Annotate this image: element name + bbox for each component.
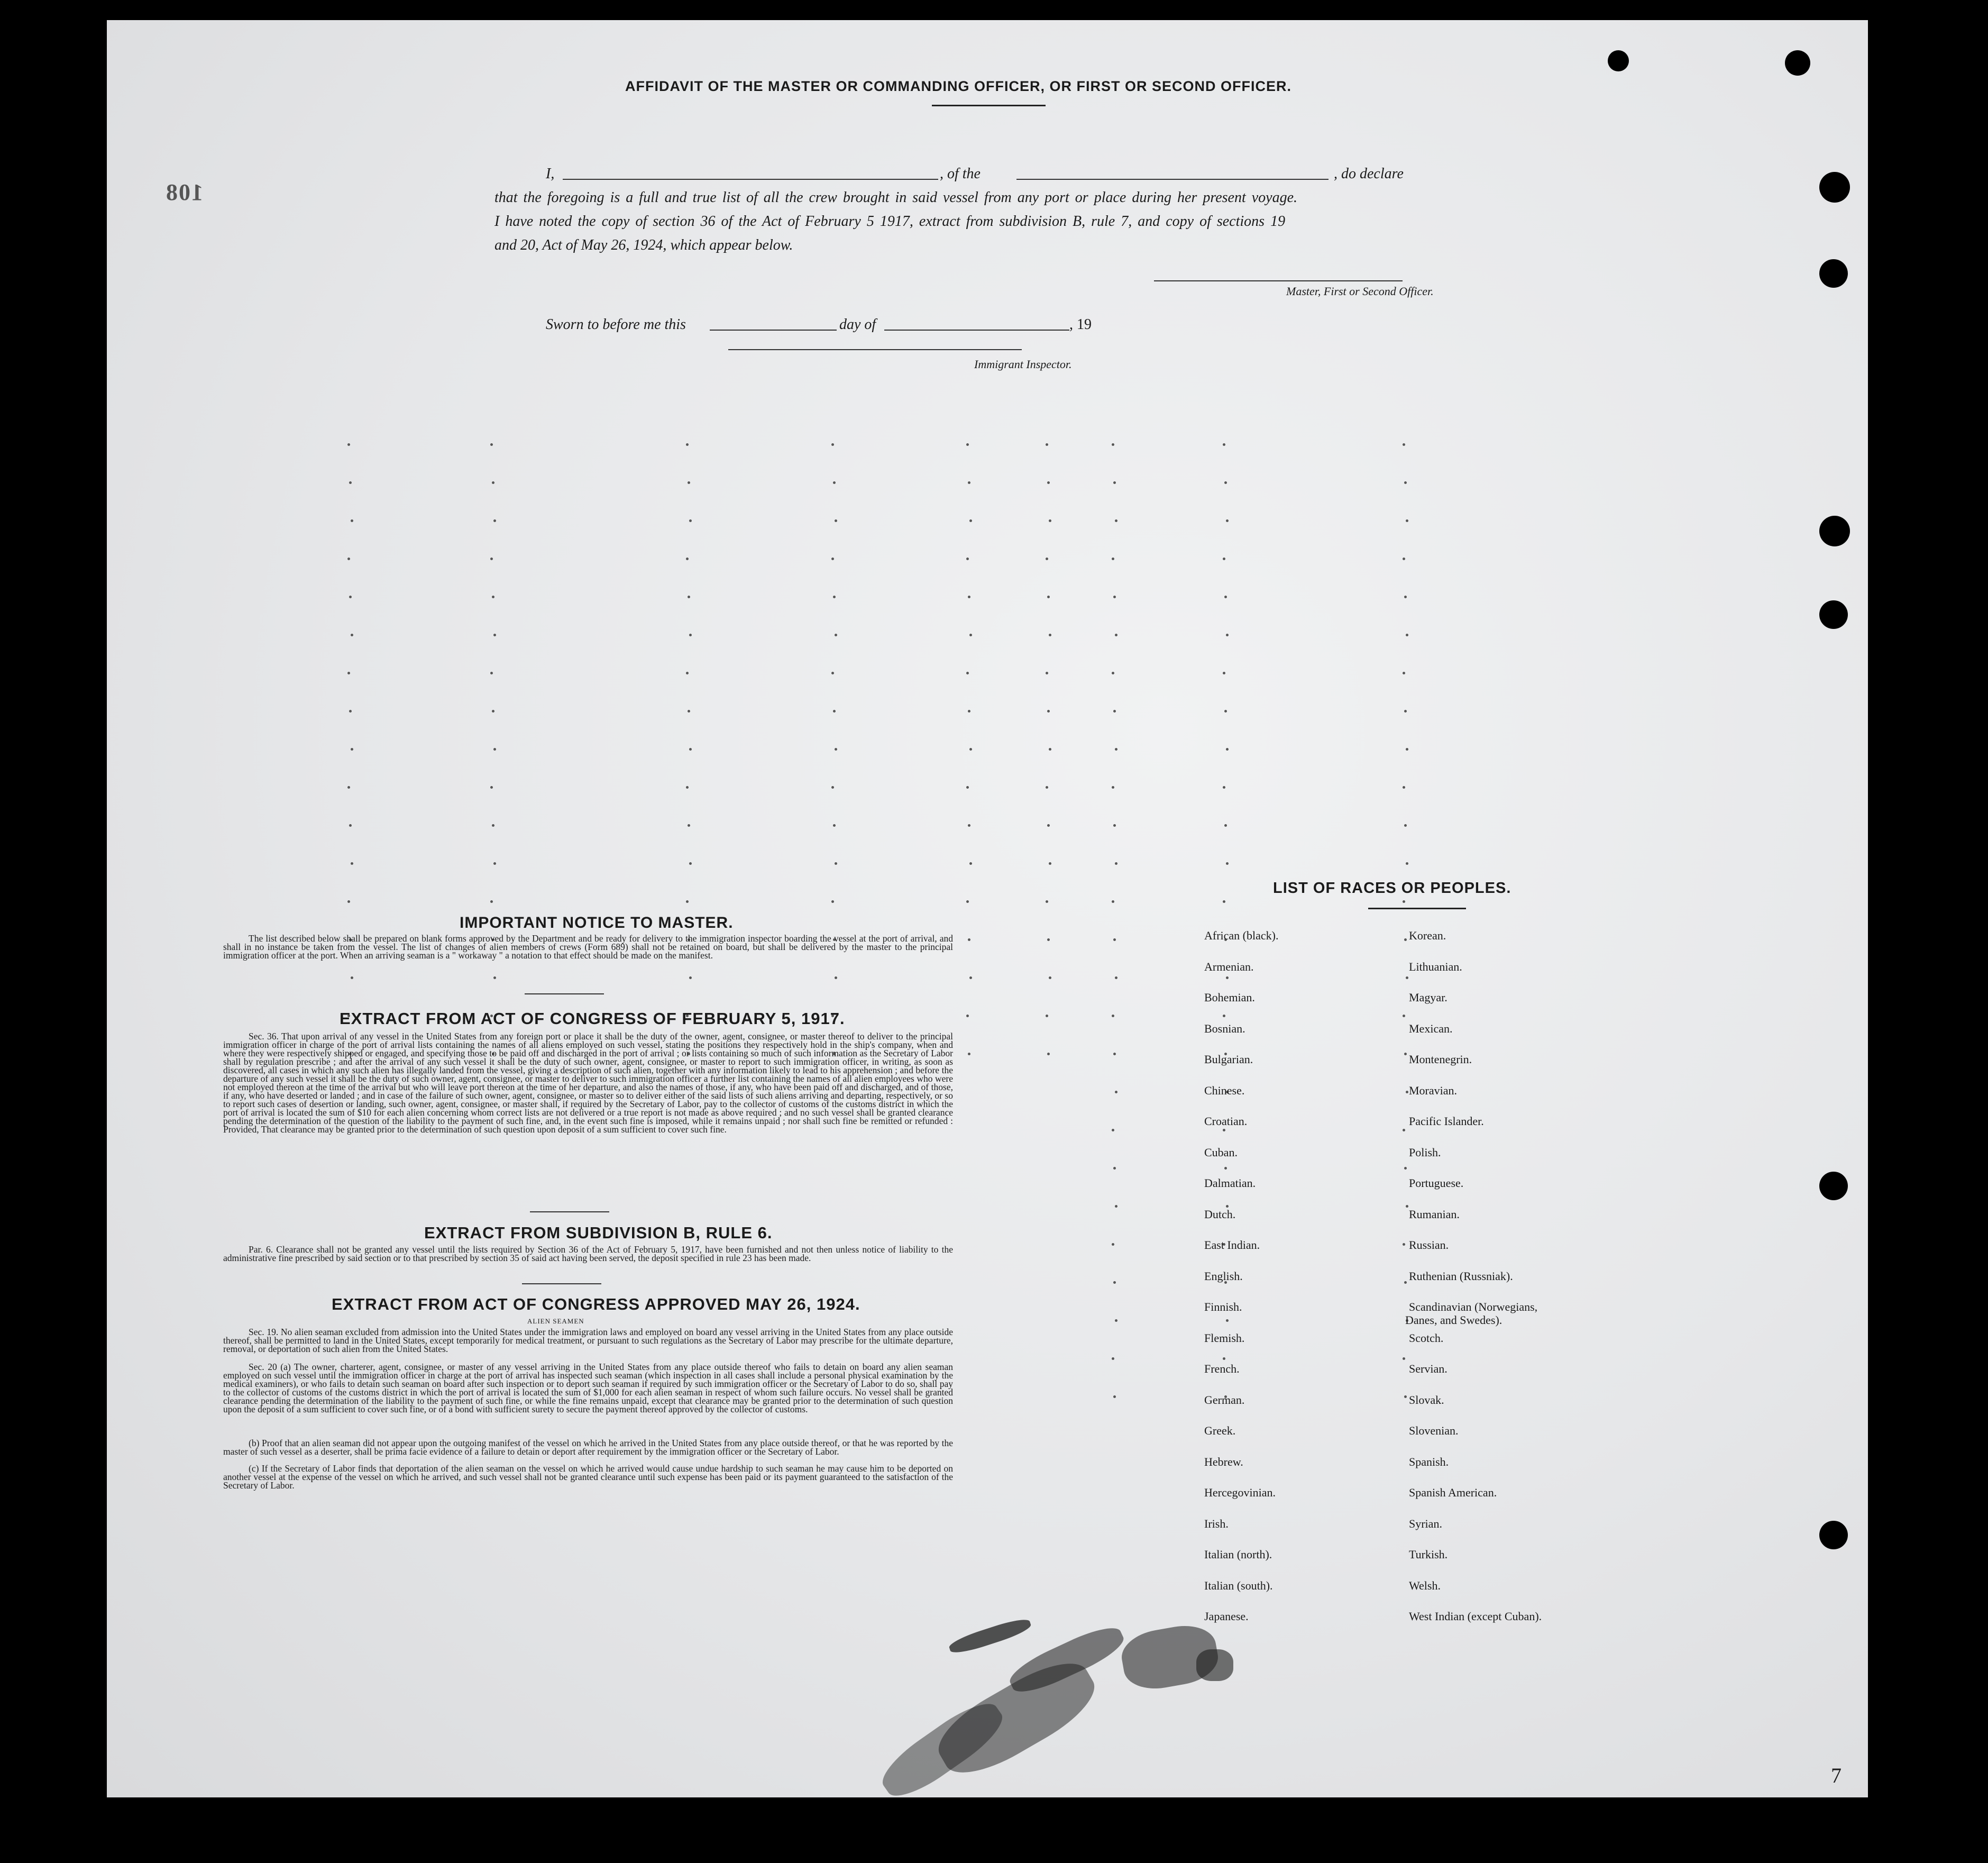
race-item: Mexican. [1409, 1021, 1453, 1035]
bleed-dot [1047, 824, 1050, 827]
race-item: Slovak. [1409, 1393, 1444, 1407]
master-signature-line[interactable] [1154, 280, 1403, 281]
bleed-dot [1046, 900, 1048, 903]
race-item: Magyar. [1409, 991, 1448, 1004]
bleed-dot [351, 634, 353, 636]
ink-smudge [1196, 1649, 1233, 1681]
race-item: Chinese. [1204, 1083, 1245, 1097]
bleed-dot [492, 596, 494, 598]
bleed-dot [1113, 1053, 1116, 1055]
race-item: Spanish. [1409, 1455, 1449, 1468]
bleed-dot [835, 634, 837, 636]
inspector-caption: Immigrant Inspector. [974, 358, 1072, 371]
bleed-dot [1112, 1243, 1114, 1246]
alien-seamen-subtitle: ALIEN SEAMEN [527, 1317, 584, 1325]
bleed-dot [1049, 862, 1051, 865]
affidavit-line-4: and 20, Act of May 26, 1924, which appear below. [494, 237, 793, 253]
race-item: Slovenian. [1409, 1424, 1459, 1437]
affidavit-line-2: that the foregoing is a full and true list of all the crew brought in said vessel from any port or place during her present voyage. [494, 189, 1298, 206]
race-item: English. [1204, 1269, 1243, 1283]
race-item: Italian (south). [1204, 1578, 1273, 1592]
race-item: Montenegrin. [1409, 1053, 1472, 1066]
sec20a-body: Sec. 20 (a) The owner, charterer, agent, consignee, or master of any vessel arriving in the United States from any place outside thereof who fails to detain on board any alien seaman employed on such vessel until the immigration officer in charge at the port of arrival has inspected such seaman (which inspection in all cases shall include a personal physical examination by the medical examiners), or who fails to detain such seaman on board after such inspection or to deport such seaman if required by such immigration officer or the Secretary of Labor to do so, shall pay to the collector of customs of the customs district in which the port of arrival is located the sum of $1,000 for each alien seaman in respect of whom such failure occurs. No vessel shall be granted clearance pending the determination of the liability to the payment of such fine, or while the fine remains unpaid, except that clearance may be granted prior to the determination of such question upon the deposit of a sum sufficient to cover such fine, or of a bond with sufficient surety to secure the payment thereof approved by the collector of customs. [223, 1362, 953, 1414]
race-item: African (black). [1204, 929, 1279, 942]
bleed-dot [686, 672, 689, 674]
bleed-dot [686, 443, 689, 446]
bleed-dot [1404, 938, 1407, 941]
bleed-dot [493, 976, 496, 979]
bleed-dot [969, 519, 972, 522]
bleed-dot [1406, 748, 1408, 751]
bleed-dot [689, 976, 692, 979]
bleed-dot [1223, 443, 1225, 446]
affidavit-of-the-label: , of the [940, 166, 981, 182]
race-item: Armenian. [1204, 960, 1254, 973]
bleed-dot [490, 672, 493, 674]
race-item: Greek. [1204, 1424, 1236, 1437]
bleed-dot [1112, 672, 1114, 674]
race-item: Welsh. [1409, 1578, 1441, 1592]
bleed-dot [490, 786, 493, 789]
bleed-dot [833, 596, 836, 598]
bleed-dot [1115, 748, 1117, 751]
bleed-dot [1223, 558, 1225, 560]
bleed-dot [1115, 1205, 1117, 1208]
bleed-dot [1403, 443, 1405, 446]
extract-1917-title: EXTRACT FROM ACT OF CONGRESS OF FEBRUARY 5, 1917. [340, 1009, 845, 1028]
bleed-dot [347, 443, 350, 446]
punch-hole [1819, 600, 1848, 629]
bleed-dot [1113, 710, 1116, 713]
bleed-dot [1112, 558, 1114, 560]
bleed-dot [1046, 672, 1048, 674]
bleed-dot [689, 519, 692, 522]
sec19-body: Sec. 19. No alien seaman excluded from admission into the United States under the immigration laws and employed on board any vessel arriving in the United States from any place outside thereof, shall be permitted to land in the United States, except temporarily for medical treatment, or pursuant to such regulations as the Secretary of Labor may prescribe for the ultimate departure, removal, or deportation of such alien from the United States. [223, 1327, 953, 1354]
bleed-dot [1223, 672, 1225, 674]
race-item: Moravian. [1409, 1083, 1458, 1097]
bleed-dot [835, 976, 837, 979]
bleed-dot [1404, 1167, 1407, 1170]
bleed-dot [351, 519, 353, 522]
bleed-dot [1406, 634, 1408, 636]
bleed-dot [493, 519, 496, 522]
bleed-dot [1224, 710, 1227, 713]
bleed-dot [1115, 519, 1117, 522]
punch-hole [1819, 172, 1850, 203]
bleed-dot [1403, 1129, 1405, 1131]
race-item: Rumanian. [1409, 1207, 1460, 1221]
bleed-dot [833, 824, 836, 827]
bleed-dot [1404, 710, 1407, 713]
race-item: Flemish. [1204, 1331, 1245, 1345]
bleed-dot [831, 672, 834, 674]
bleed-dot [1049, 634, 1051, 636]
bleed-dot [1403, 900, 1405, 903]
bleed-dot [1112, 1129, 1114, 1131]
sworn-month-field[interactable] [884, 330, 1069, 331]
race-item: Bulgarian. [1204, 1053, 1253, 1066]
bleed-dot [1406, 976, 1408, 979]
race-item: East Indian. [1204, 1238, 1260, 1252]
bleed-dot [1046, 786, 1048, 789]
bleed-dot [347, 558, 350, 560]
bleed-dot [1115, 1319, 1117, 1322]
bleed-dot [966, 1015, 969, 1017]
signature-caption: Master, First or Second Officer. [1286, 285, 1434, 298]
race-item: Scotch. [1409, 1331, 1444, 1345]
bleed-dot [1224, 481, 1227, 484]
master-name-field[interactable] [563, 179, 938, 180]
bleed-dot [1403, 786, 1405, 789]
race-item: Pacific Islander. [1409, 1115, 1484, 1128]
bleed-dot [1113, 1281, 1116, 1284]
bleed-dot [1112, 1015, 1114, 1017]
bleed-dot [966, 900, 969, 903]
bleed-dot [1049, 748, 1051, 751]
bleed-dot [1112, 1357, 1114, 1360]
race-item: Servian. [1409, 1362, 1448, 1375]
race-item: Cuban. [1204, 1145, 1238, 1159]
bleed-dot [1047, 596, 1050, 598]
bleed-dot [688, 481, 690, 484]
race-item: Bohemian. [1204, 991, 1255, 1004]
bleed-dot [490, 558, 493, 560]
bleed-dot [968, 710, 970, 713]
subdivision-b-text [223, 1245, 953, 1262]
bleed-dot [1046, 443, 1048, 446]
bleed-dot [1406, 1091, 1408, 1093]
bleed-dot [493, 634, 496, 636]
sworn-day-field[interactable] [710, 330, 837, 331]
bleed-dot [1226, 976, 1229, 979]
bleed-dot [968, 1053, 970, 1055]
subdivision-b-body: Par. 6. Clearance shall not be granted any vessel until the lists required by Section 36 of the Act of February 5, 1917, have been furnished and not then unless notice of liability to the administrative fine prescribed by said section or to that prescribed by section 35 of said act having been served, the deposit specified in rule 23 has been made. [223, 1244, 953, 1263]
affidavit-i-label: I, [546, 166, 555, 182]
bleed-dot [1049, 976, 1051, 979]
race-item: Finnish. [1204, 1300, 1242, 1313]
bleed-dot [969, 634, 972, 636]
notice-text [223, 934, 953, 960]
race-item: Portuguese. [1409, 1176, 1464, 1190]
page-stamp-number: 108 [165, 179, 203, 205]
sec20c-text [223, 1464, 953, 1490]
bleed-dot [1113, 1167, 1116, 1170]
inspector-signature-line[interactable] [728, 349, 1022, 350]
bleed-dot [1047, 710, 1050, 713]
race-item: Polish. [1409, 1145, 1441, 1159]
bleed-dot [1047, 1053, 1050, 1055]
bleed-dot [349, 710, 352, 713]
races-title: LIST OF RACES OR PEOPLES. [1273, 880, 1511, 897]
race-item: German. [1204, 1393, 1245, 1407]
race-item: Russian. [1409, 1238, 1449, 1252]
bleed-dot [1046, 558, 1048, 560]
bleed-dot [686, 558, 689, 560]
bleed-dot [1113, 1395, 1116, 1398]
day-of-label: day of [839, 316, 876, 333]
race-item: Turkish. [1409, 1548, 1448, 1561]
bleed-dot [1049, 519, 1051, 522]
bleed-dot [1403, 1357, 1405, 1360]
bleed-dot [1223, 1129, 1225, 1131]
race-item: Spanish American. [1409, 1486, 1497, 1499]
bleed-dot [688, 710, 690, 713]
bleed-dot [1113, 596, 1116, 598]
bleed-dot [347, 900, 350, 903]
bleed-dot [835, 748, 837, 751]
bleed-dot [347, 786, 350, 789]
bleed-dot [493, 862, 496, 865]
race-scandinavian-continuation: Danes, and Swedes). [1405, 1313, 1503, 1327]
race-item: West Indian (except Cuban). [1409, 1610, 1542, 1623]
bleed-dot [1226, 519, 1229, 522]
bleed-dot [490, 900, 493, 903]
bleed-dot [1223, 1357, 1225, 1360]
ink-smudge [947, 1615, 1032, 1657]
bleed-dot [1404, 481, 1407, 484]
title-underline [932, 105, 1046, 106]
punch-hole [1819, 1172, 1848, 1200]
punch-hole [1608, 50, 1629, 71]
bleed-dot [351, 862, 353, 865]
bleed-dot [1113, 824, 1116, 827]
notice-title: IMPORTANT NOTICE TO MASTER. [460, 914, 734, 932]
bleed-dot [1404, 1281, 1407, 1284]
extract-1924-title: EXTRACT FROM ACT OF CONGRESS APPROVED MAY 26, 1924. [332, 1295, 860, 1313]
bleed-dot [966, 443, 969, 446]
bleed-dot [492, 481, 494, 484]
bleed-dot [1403, 672, 1405, 674]
bleed-dot [1113, 481, 1116, 484]
sec20b-text [223, 1439, 953, 1456]
bleed-dot [968, 596, 970, 598]
bleed-dot [1115, 1091, 1117, 1093]
bleed-dot [351, 976, 353, 979]
bleed-dot [831, 900, 834, 903]
bleed-dot [1226, 862, 1229, 865]
bleed-dot [351, 748, 353, 751]
bleed-dot [686, 786, 689, 789]
sec20a-text [223, 1363, 953, 1413]
bleed-dot [833, 710, 836, 713]
bleed-dot [831, 443, 834, 446]
bleed-dot [1112, 900, 1114, 903]
bleed-dot [688, 824, 690, 827]
bleed-dot [490, 443, 493, 446]
race-item: Korean. [1409, 929, 1446, 942]
document-page [107, 20, 1868, 1797]
bleed-dot [349, 824, 352, 827]
affidavit-do-declare: , do declare [1334, 166, 1404, 182]
bleed-dot [966, 672, 969, 674]
bleed-dot [966, 786, 969, 789]
punch-hole [1819, 516, 1850, 546]
bleed-dot [1406, 1205, 1408, 1208]
bleed-dot [969, 976, 972, 979]
bleed-dot [968, 481, 970, 484]
punch-hole [1785, 50, 1810, 76]
bleed-dot [966, 558, 969, 560]
vessel-name-field[interactable] [1016, 179, 1329, 180]
bleed-dot [1047, 481, 1050, 484]
bleed-dot [1115, 862, 1117, 865]
bleed-dot [1224, 824, 1227, 827]
race-item: Japanese. [1204, 1610, 1249, 1623]
bleed-dot [1224, 596, 1227, 598]
bleed-dot [1112, 786, 1114, 789]
race-item: Scandinavian (Norwegians, [1409, 1300, 1538, 1313]
race-item: Italian (north). [1204, 1548, 1272, 1561]
race-item: Irish. [1204, 1517, 1229, 1530]
bleed-dot [831, 558, 834, 560]
races-title-underline [1368, 908, 1466, 909]
bleed-dot [1115, 634, 1117, 636]
affidavit-line-3: I have noted the copy of section 36 of the Act of February 5 1917, extract from subdivision B, rule 7, and copy of sections 19 [494, 213, 1286, 230]
sec20c-body: (c) If the Secretary of Labor finds that deportation of the alien seaman on the vessel on which he arrived would cause undue hardship to such seaman he may cause him to be deported on another vessel at the expense of the vessel on which he arrived, and such vessel shall not be granted clearance until such expense has been paid or its payment guaranteed to the satisfaction of the Secretary of Labor. [223, 1463, 953, 1491]
punch-hole [1819, 1521, 1848, 1549]
sworn-label: Sworn to before me this [546, 316, 686, 333]
bleed-dot [1223, 786, 1225, 789]
bleed-dot [1047, 938, 1050, 941]
race-item: Hercegovinian. [1204, 1486, 1276, 1499]
bleed-dot [1404, 1053, 1407, 1055]
divider-1 [525, 993, 604, 994]
bleed-dot [686, 900, 689, 903]
bleed-dot [689, 634, 692, 636]
bleed-dot [493, 748, 496, 751]
bleed-dot [689, 862, 692, 865]
race-item: French. [1204, 1362, 1240, 1375]
race-item: Ruthenian (Russniak). [1409, 1269, 1513, 1283]
race-item: Hebrew. [1204, 1455, 1243, 1468]
bleed-dot [492, 824, 494, 827]
extract-1917-body: Sec. 36. That upon arrival of any vessel in the United States from any foreign port or place it shall be the duty of the owner, agent, consignee, or master thereof to deliver to the principal immigration officer in charge of the port of arrival lists containing the names of all aliens employed on such vessel, stating the positions they respectively hold in the ship's company, when and where they were respectively shipped or engaged, and specifying those to be paid off and discharged in the port of arrival ; or lists containing so much of such information as the Secretary of Labor shall by regulation prescribe ; and after the arrival of any such vessel it shall be the duty of such owner, agent, consignee, or master to report to such immigration officer, in writing, as soon as discovered, all cases in which any such alien has illegally landed from the vessel, giving a description of such alien, together with any information likely to lead to his apprehension ; and before the departure of any such vessel it shall be the duty of such owner, agent, consignee, or master to deliver to such immigration officer a further list containing the names of all alien employees who were not employed thereon at the time of the arrival but who will leave port thereon at the time of her departure, and also the names of those, if any, who have been paid off and discharged, and of those, if any, who have deserted or landed ; and in case of the failure of such owner, agent, consignee, or master so to deliver either of the said lists of such aliens arriving and departing, respectively, or so to report such cases of desertion or landing, such owner, agent, consignee, or master shall, if required by the Secretary of Labor, pay to the collector of customs of the customs district in which the port of arrival is located the sum of $10 for each alien concerning whom correct lists are not delivered or a true report is not made as above required ; and no such vessel shall be granted clearance pending the determination of the question of the liability to the payment of such fine, and, in the event such fine is imposed, while it remains unpaid ; nor shall such fine be remitted or refunded : Provided, That clearance may be granted prior to the determination of such question upon deposit of a sum sufficient to cover such fine. [223, 1031, 953, 1135]
extract-1917-text [223, 1032, 953, 1134]
bleed-dot [688, 596, 690, 598]
divider-3 [522, 1283, 601, 1284]
bleed-dot [1046, 1015, 1048, 1017]
bleed-dot [835, 519, 837, 522]
race-item: Syrian. [1409, 1517, 1442, 1530]
bleed-dot [1112, 443, 1114, 446]
bleed-dot [969, 748, 972, 751]
bleed-dot [1223, 1015, 1225, 1017]
race-item: Dalmatian. [1204, 1176, 1256, 1190]
sec19-text [223, 1328, 953, 1353]
bleed-dot [492, 710, 494, 713]
bleed-dot [1113, 938, 1116, 941]
bleed-dot [833, 481, 836, 484]
bleed-dot [689, 748, 692, 751]
bleed-dot [1403, 558, 1405, 560]
corner-mark: 7 [1831, 1764, 1842, 1787]
sec20b-body: (b) Proof that an alien seaman did not appear upon the outgoing manifest of the vessel on which he arrived in the United States from any place outside thereof, or that he was reported by the master of such vessel as a deserter, shall be prima facie evidence of a failure to detain or deport after requirement by the immigration officer or the Secretary of Labor. [223, 1438, 953, 1457]
bleed-dot [969, 862, 972, 865]
bleed-dot [1224, 1167, 1227, 1170]
bleed-dot [1404, 596, 1407, 598]
bleed-dot [1226, 634, 1229, 636]
bleed-dot [1403, 1243, 1405, 1246]
bleed-dot [1404, 1395, 1407, 1398]
bleed-dot [1226, 1319, 1229, 1322]
divider-2 [530, 1211, 609, 1212]
race-item: Bosnian. [1204, 1021, 1245, 1035]
bleed-dot [347, 672, 350, 674]
affidavit-title: AFFIDAVIT OF THE MASTER OR COMMANDING OFFICER, OR FIRST OR SECOND OFFICER. [625, 78, 1291, 94]
bleed-dot [349, 481, 352, 484]
bleed-dot [1406, 519, 1408, 522]
bleed-dot [1404, 824, 1407, 827]
bleed-dot [968, 938, 970, 941]
race-item: Lithuanian. [1409, 960, 1462, 973]
bleed-dot [835, 862, 837, 865]
bleed-dot [1223, 900, 1225, 903]
year-label: , 19 [1069, 316, 1092, 333]
bleed-dot [831, 786, 834, 789]
race-item: Dutch. [1204, 1207, 1236, 1221]
bleed-dot [968, 824, 970, 827]
punch-hole [1819, 259, 1848, 288]
subdivision-b-title: EXTRACT FROM SUBDIVISION B, RULE 6. [424, 1223, 773, 1242]
race-item: Croatian. [1204, 1115, 1248, 1128]
bleed-dot [1115, 976, 1117, 979]
bleed-dot [1403, 1015, 1405, 1017]
bleed-dot [1226, 748, 1229, 751]
bleed-dot [1406, 862, 1408, 865]
bleed-dot [349, 596, 352, 598]
notice-body: The list described below shall be prepared on blank forms approved by the Department and be ready for delivery to the immigration inspector boarding the vessel at the port of arrival, and shall in no instance be taken from the vessel. The list of changes of alien members of crews (Form 689) shall not be retained on board, but shall be delivered by the master to the principal immigration officer at the port. When an arriving seaman is a " workaway " a notation to that effect should be made on the manifest. [223, 933, 953, 961]
